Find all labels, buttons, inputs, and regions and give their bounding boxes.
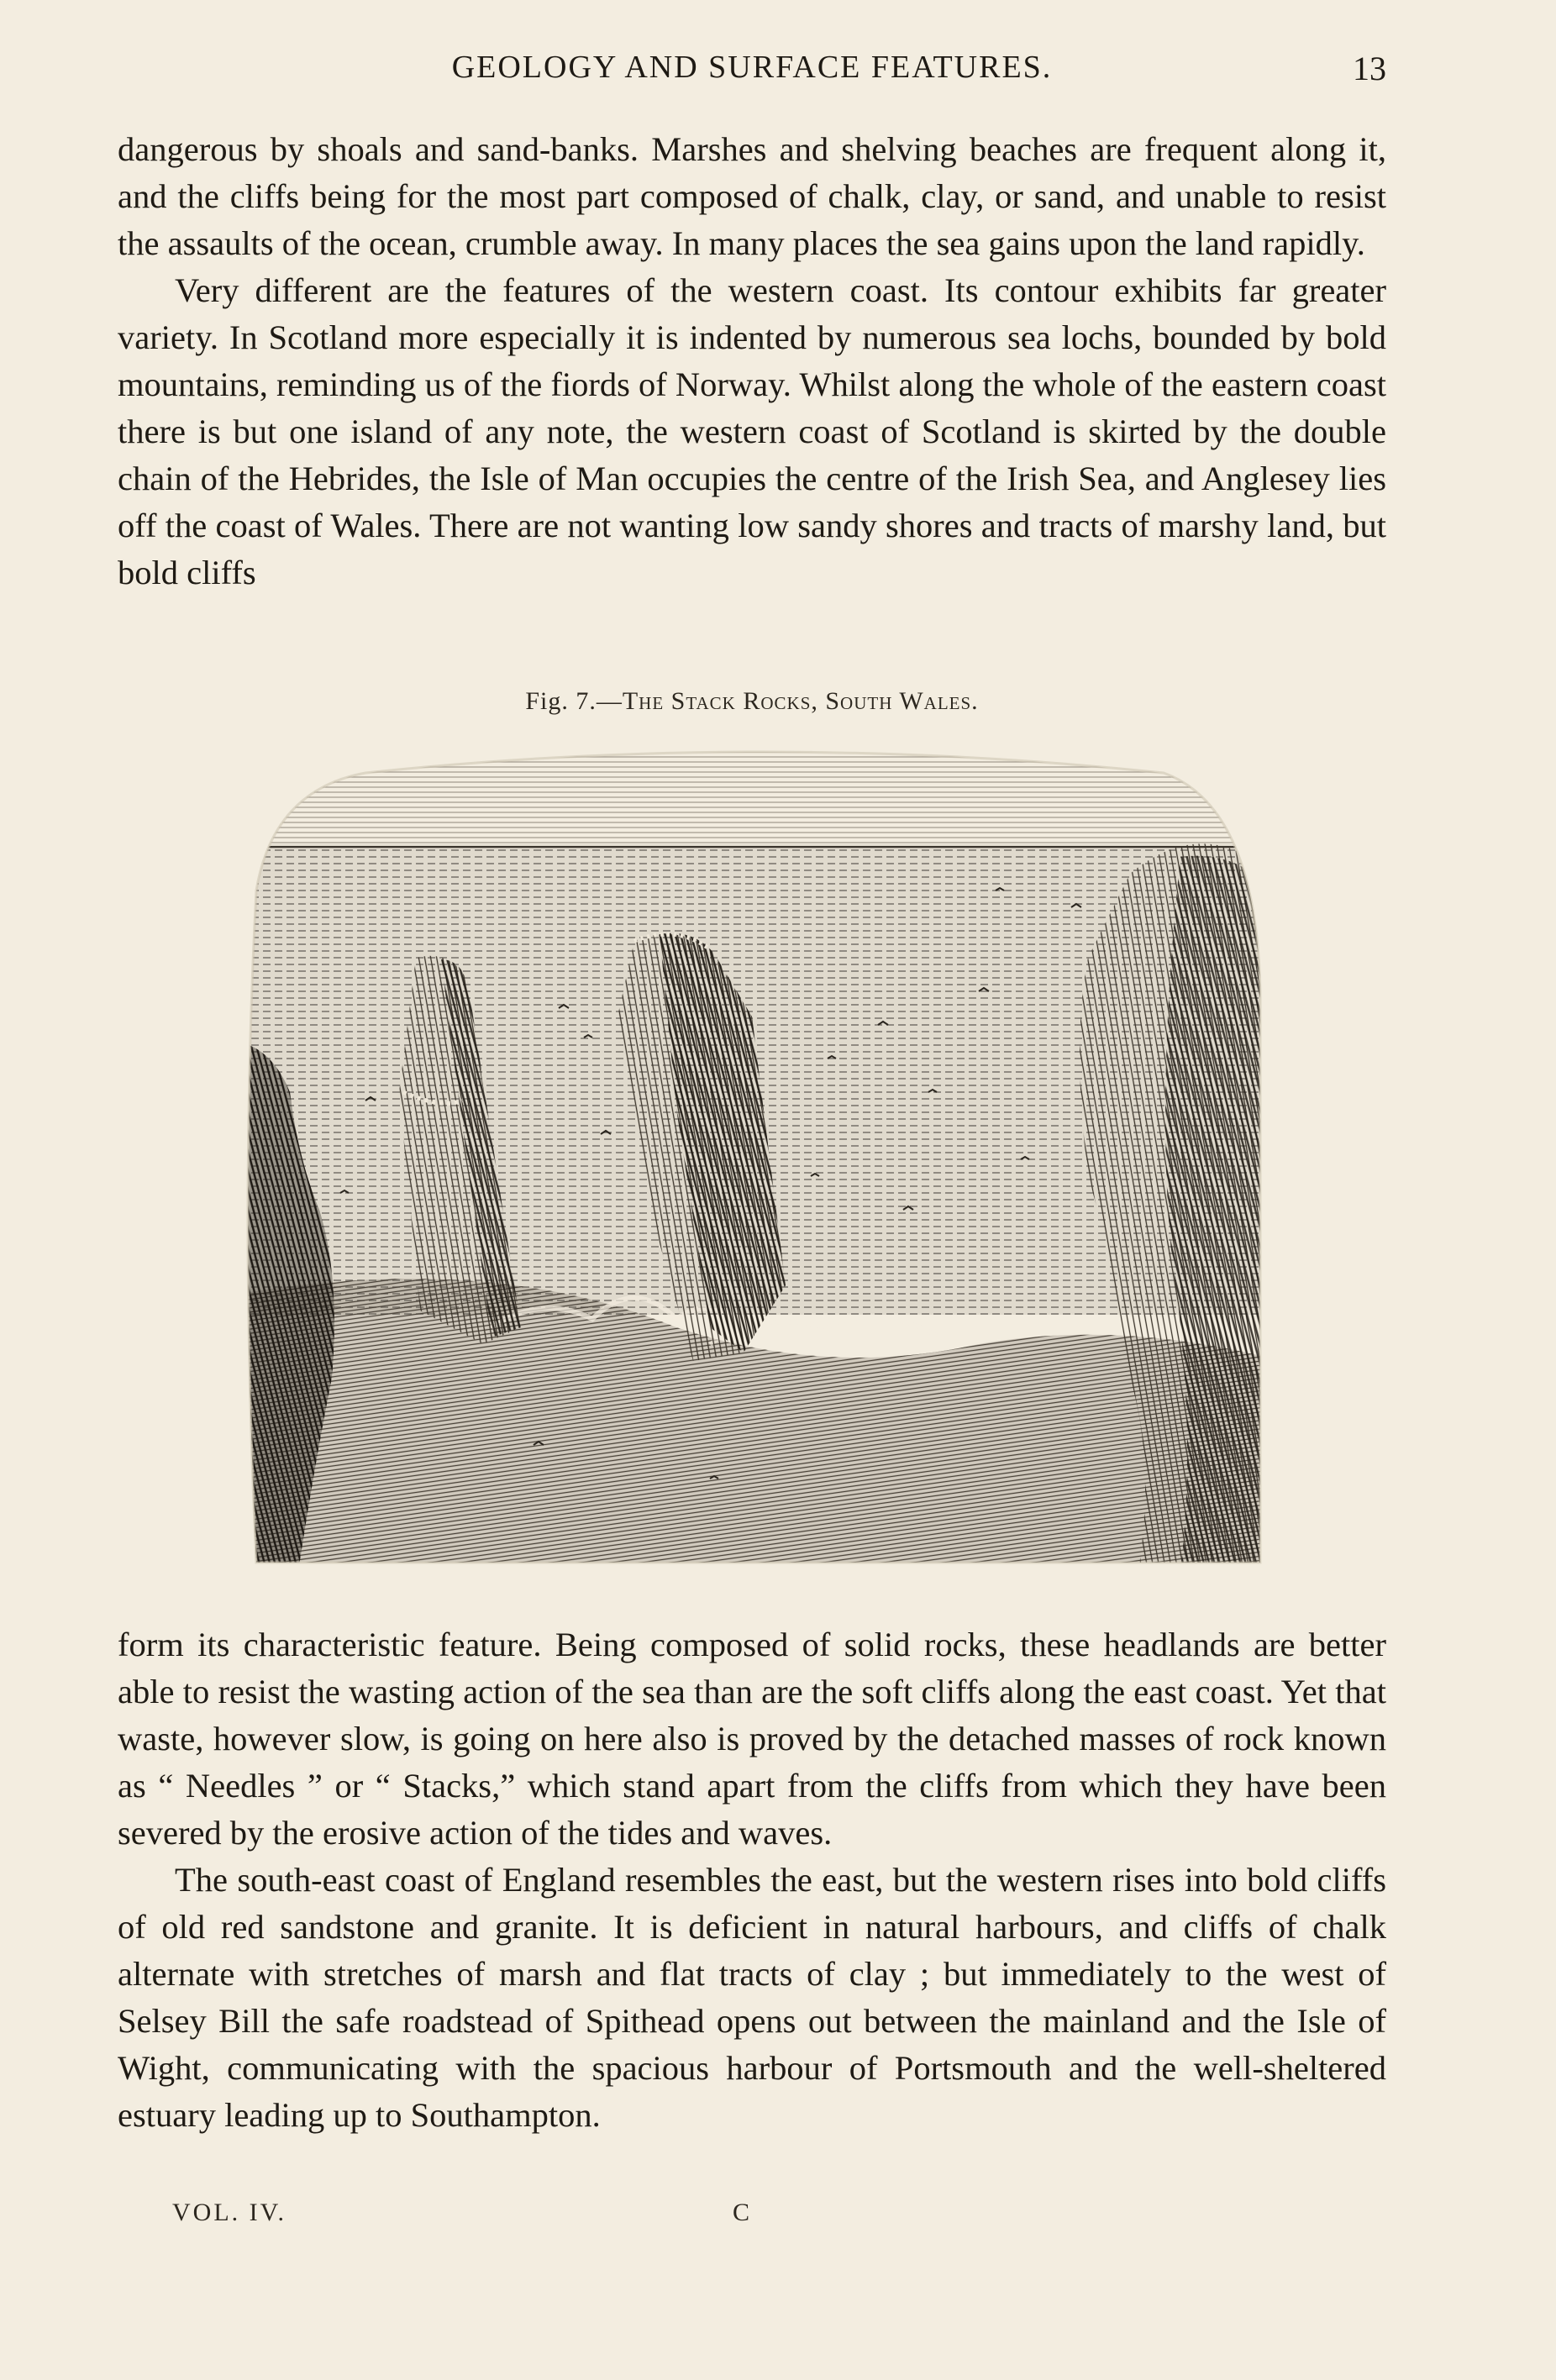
- figure-caption: [118, 687, 1386, 716]
- volume-marker: VOL. IV.: [172, 2199, 286, 2226]
- running-head: [118, 49, 1386, 99]
- sky: [239, 739, 1281, 848]
- text-block-bottom: [118, 1621, 1386, 2139]
- page-number: 13: [1353, 50, 1386, 87]
- running-title: GEOLOGY AND SURFACE FEATURES.: [451, 50, 1053, 85]
- paragraph: The south-east coast of England resembles the east, but the western rises into bold cliffs of old red sandstone and granite. It is deficient in natural harbours, and cliffs of chalk alternate with stretches of marsh and flat tracts of clay ; but immediately to the west of Selsey Bill the safe roadstead of Spithead opens out between the mainland and the Isle of Wight, communicating with the spacious harbour of Portsmouth and the well-sheltered estuary leading up to Southampton.: [118, 1861, 1386, 2134]
- text-block-top: [118, 126, 1386, 596]
- signature-mark: C: [733, 2199, 750, 2226]
- paragraph: Very different are the features of the western coast. Its contour exhibits far greater variety. In Scotland more especially it is indented by numerous sea lochs, bounded by bold mountains, reminding us of the fiords of Norway. Whilst along the whole of the eastern coast there is but one island of any note, the western coast of Scotland is skirted by the double chain of the Hebrides, the Isle of Man occupies the centre of the Irish Sea, and Anglesey lies off the coast of Wales. There are not wanting low sandy shores and tracts of marshy land, but bold cliffs: [118, 271, 1386, 591]
- engraving-scene: [239, 739, 1281, 1571]
- paragraph: form its characteristic feature. Being composed of solid rocks, these headlands are better able to resist the wasting action of the sea than are the soft cliffs along the east coast. Yet that waste, however slow, is going on here also is proved by the detached masses of rock known as “ Needles ” or “ Stacks,” which stand apart from the cliffs from which they have been severed by the erosive action of the tides and waves.: [118, 1626, 1386, 1852]
- paragraph: dangerous by shoals and sand-banks. Marshes and shelving beaches are frequent along it, and the cliffs being for the most part composed of chalk, clay, or sand, and unable to resist the assaults of the ocean, crumble away. In many places the sea gains upon the land rapidly.: [118, 130, 1386, 262]
- figure-label: Fig. 7.—: [525, 687, 623, 715]
- figure-title: The Stack Rocks, South Wales.: [622, 687, 979, 715]
- stack-rocks-engraving: [239, 739, 1281, 1571]
